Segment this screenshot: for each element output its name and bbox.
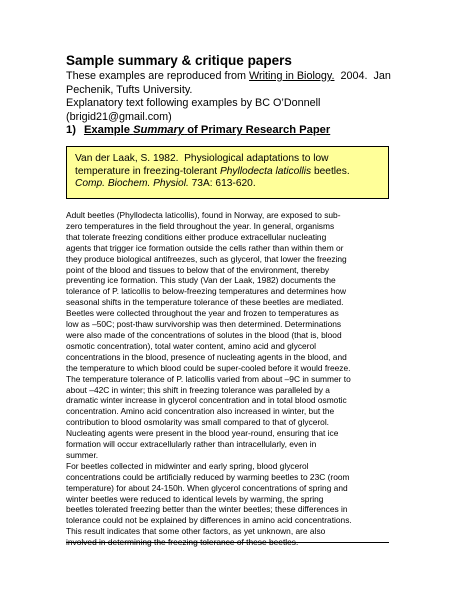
body-line: low as –50C; post-thaw survivorship was then determined. Determinations — [66, 319, 342, 330]
body-line: temperature) for about 24-150h. When glycerol concentrations of spring and — [66, 482, 348, 493]
body-line: zero temperatures in the field throughout the year. In general, organisms — [66, 220, 335, 231]
section-word-example: Example — [83, 124, 130, 136]
body-line: The temperature tolerance of P. laticollis varied from about –9C in summer to — [66, 373, 351, 384]
body-line: summer. — [66, 449, 99, 460]
citation-line-3 — [75, 178, 380, 191]
document-title: Sample summary & critique papers — [66, 53, 292, 68]
intro-prefix: These examples are reproduced from — [66, 70, 250, 82]
intro-year: 2004. Jan — [334, 70, 391, 82]
body-line: beetles tolerated freezing better than the winter beetles; these differences in — [66, 504, 348, 515]
body-line: concentrations in the blood, presence of nucleating agents in the blood, and — [66, 351, 347, 362]
intro-line-3: Explanatory text following examples by BC O’Donnell — [66, 97, 321, 110]
citation-prefix: temperature in freezing-tolerant — [75, 165, 220, 177]
body-line: concentration. Amino acid concentration also increased in winter, but the — [66, 406, 335, 417]
body-line: agents that trigger ice formation outside the cells rather than within them or — [66, 242, 344, 253]
body-line: the temperature to which blood could be super-cooled before it would freeze. — [66, 362, 351, 373]
citation-journal: Comp. Biochem. Physiol. — [75, 178, 189, 190]
citation-line-1: Van der Laak, S. 1982. Physiological adaptations to low — [75, 153, 329, 164]
citation-suffix: beetles. — [311, 165, 350, 177]
body-line: seasonal shifts in the temperature tolerance of these beetles are mediated. — [66, 297, 344, 308]
intro-line-2: Pechenik, Tufts University. — [66, 83, 193, 96]
summary-body — [66, 210, 396, 548]
intro-block — [66, 70, 416, 124]
intro-email: (brigid21@gmail.com) — [66, 110, 172, 123]
body-line: This result indicates that some other factors, as yet unknown, are also — [66, 526, 326, 537]
body-line: tolerance could not be explained by differences in amino acid concentrations. — [66, 515, 352, 526]
bottom-rule — [66, 542, 389, 543]
body-line: concentrations could be artificially reduced by warming beetles to 23C (room — [66, 471, 350, 482]
book-title: Writing in Biology. — [249, 70, 335, 82]
body-line: Adult beetles (Phyllodecta laticollis), found in Norway, are exposed to sub- — [66, 210, 341, 220]
citation-box — [66, 146, 389, 199]
section-word-summary: Summary — [133, 124, 185, 136]
section-number: 1) — [66, 124, 76, 136]
body-line: Nucleating agents were present in the blood year-round, ensuring that ice — [66, 428, 339, 439]
body-line: about –42C in winter; this shift in freezing tolerance was paralleled by a — [66, 384, 330, 395]
body-line: were also made of the concentrations of solutes in the blood (that is, blood — [66, 329, 342, 340]
body-line: contribution to blood osmolarity was small compared to that of glycerol. — [66, 417, 330, 428]
citation-species: Phyllodecta laticollis — [219, 165, 312, 177]
citation-volume: 73A: 613-620. — [188, 178, 256, 190]
intro-line-1 — [66, 70, 416, 84]
body-line: point of the blood and tissues to below that of the environment, thereby — [66, 264, 330, 275]
section-heading — [66, 124, 330, 136]
body-line: that tolerate freezing conditions either produce extracellular nucleating — [66, 231, 327, 242]
body-line: winter beetles were reduced to identical levels by warming, the spring — [66, 493, 324, 504]
body-line: tolerance of P. laticollis to below-freezing temperatures and determines how — [66, 286, 347, 297]
body-line: For beetles collected in midwinter and early spring, blood glycerol — [66, 460, 309, 471]
body-line: involved in determining the freezing tolerance of these beetles. — [66, 537, 299, 548]
citation-line-2 — [75, 166, 380, 179]
body-line: Beetles were collected throughout the year and frozen to temperatures as — [66, 308, 339, 319]
summary-paragraph-1 — [66, 210, 396, 461]
summary-paragraph-2 — [66, 461, 396, 548]
body-line: preventing ice formation. This study (Van der Laak, 1982) documents the — [66, 275, 336, 286]
body-line: they produce biological antifreezes, such as glycerol, that lower the freezing — [66, 253, 347, 264]
section-rest: of Primary Research Paper — [187, 124, 331, 136]
body-line: osmotic concentration), total water content, amino acid and glycerol — [66, 340, 316, 351]
body-line: formation will occur extracellularly rather than intracellularly, even in — [66, 439, 317, 450]
body-line: dramatic winter increase in glycerol concentration and in total blood osmotic — [66, 395, 347, 406]
